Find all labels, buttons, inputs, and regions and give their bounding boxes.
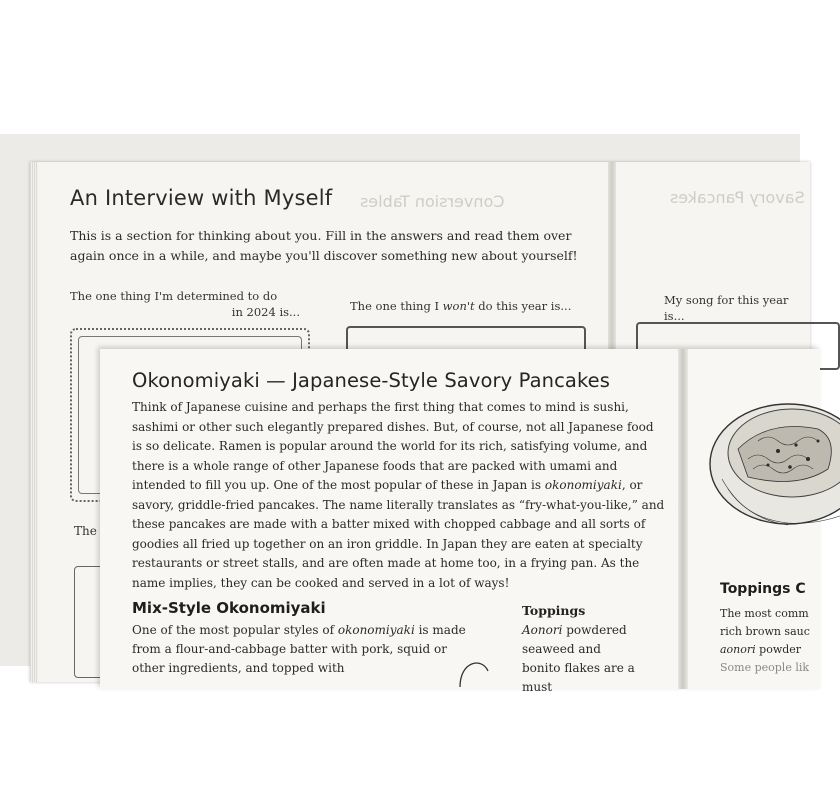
show-through-title-left: Conversion Tables: [360, 192, 505, 211]
right-page: [690, 349, 820, 689]
right-line-2: rich brown sauc: [720, 625, 810, 638]
interview-intro: This is a section for thinking about you. Fill in the answers and read them over again once in a while, and maybe you'll discover something new about yourself!: [70, 228, 578, 263]
front-booklet: [100, 349, 820, 694]
toppings-text: powdered seaweed and bonito flakes are a must: [522, 623, 635, 694]
right-toppings-heading: Toppings C: [720, 581, 806, 597]
prompt-wont: [350, 298, 571, 314]
toppings-heading: Toppings: [522, 603, 586, 618]
okonomiyaki-page: [132, 369, 665, 593]
right-line-4: Some people lik: [720, 661, 810, 674]
prompt-wont-post: do this year is...: [474, 299, 572, 313]
circle-illustration: [452, 649, 492, 689]
prompt-determined: [70, 288, 300, 320]
right-line-3-text: powder: [755, 643, 802, 656]
mix-body-part1: One of the most popular styles of: [132, 623, 338, 637]
mix-body-emphasis: okonomiyaki: [337, 623, 415, 637]
mix-style-heading: Mix-Style Okonomiyaki: [132, 599, 326, 617]
prompt-wont-pre: The one thing I: [350, 299, 443, 313]
photo-area: [0, 134, 810, 694]
prompt-song: My song for this year is...: [664, 293, 789, 323]
right-page-text: [720, 605, 810, 677]
right-line-3: [720, 641, 810, 659]
body-part1: Think of Japanese cuisine and perhaps the first thing that comes to mind is sushi, sashimi or other such elegantly prepared dishes. But, of course, not all Japanese food is so delicate. Ramen is popular around the world for its rich, satisfying volume, and there is a whole range of other Japanese foods that are packed with umami and intended to fill you up. One of the most popular of these in Japan is: [132, 400, 654, 492]
prompt-wont-emphasis: won't: [442, 299, 475, 313]
right-line-3-emphasis: aonori: [720, 643, 756, 656]
prompt-determined-line1: The one thing I'm determined to do: [70, 289, 278, 303]
pancake-illustration: [708, 369, 838, 549]
show-through-title-right: Savory Pancakes: [670, 188, 805, 207]
mix-style-body: [132, 621, 477, 678]
okonomiyaki-title: Okonomiyaki — Japanese-Style Savory Pancakes: [132, 369, 610, 392]
okonomiyaki-body: [132, 398, 667, 593]
interview-title: An Interview with Myself: [70, 186, 333, 210]
right-line-1: The most comm: [720, 607, 809, 620]
body-emphasis: okonomiyaki: [544, 478, 622, 492]
prompt-determined-line2: in 2024 is...: [231, 305, 300, 319]
interview-page: [70, 186, 600, 266]
partial-prompt-label: The: [74, 524, 97, 538]
page-edges: [30, 162, 38, 682]
front-spine: [678, 349, 688, 689]
toppings-emphasis: Aonori: [522, 623, 563, 637]
mix-body-part2: is made from a flour-and-cabbage batter with pork, squid or other ingredients, and topped with: [132, 623, 466, 675]
toppings-body: [522, 621, 642, 697]
body-part2: , or savory, griddle-fried pancakes. The name literally translates as “fry-what-you-like,” and these pancakes are made with a batter mixed with chopped cabbage and all sorts of goodies all fried up together on an iron griddle. In Japan they are eaten at specialty restaurants or street stalls, and are often made at home too, in a frying pan. As the name implies, they can be cooked and served in a lot of ways!: [132, 478, 665, 590]
